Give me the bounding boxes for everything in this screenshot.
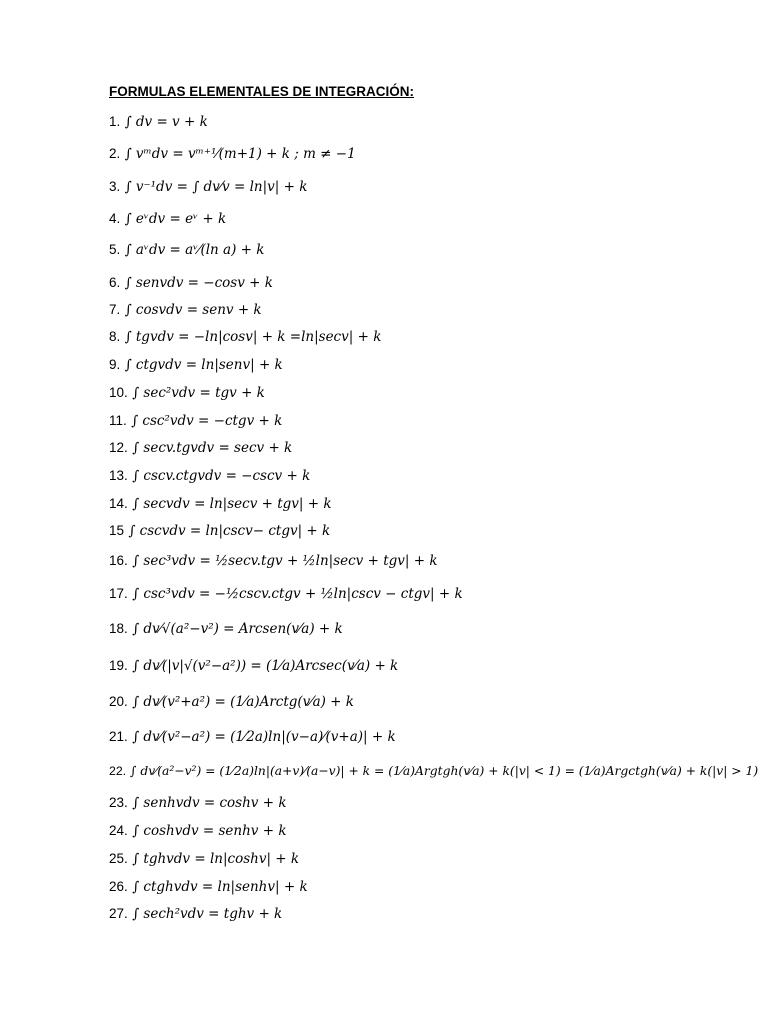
formula-number: 20. bbox=[109, 694, 128, 709]
formula-expression: ∫ sec²vdv = tgv + k bbox=[132, 385, 265, 401]
formula-11 bbox=[109, 414, 282, 429]
formula-9 bbox=[109, 358, 283, 373]
formula-expression: ∫ coshvdv = senhv + k bbox=[132, 823, 287, 839]
formula-expression: ∫ cosvdv = senv + k bbox=[124, 302, 262, 318]
formula-number: 5. bbox=[109, 242, 121, 257]
formula-18 bbox=[109, 622, 343, 637]
formula-27 bbox=[109, 907, 282, 922]
formula-number: 21. bbox=[109, 729, 128, 744]
formula-number: 7. bbox=[109, 302, 121, 317]
formula-24 bbox=[109, 824, 287, 839]
formula-20 bbox=[109, 695, 354, 710]
formula-expression: ∫ senhvdv = coshv + k bbox=[132, 795, 287, 811]
formula-expression: ∫ tgvdv = −ln|cosv| + k =ln|secv| + k bbox=[124, 329, 382, 345]
formula-expression: ∫ dv = v + k bbox=[124, 114, 208, 130]
formula-number: 24. bbox=[109, 823, 128, 838]
formula-expression: ∫ v⁻¹dv = ∫ dv⁄v = ln|v| + k bbox=[124, 179, 308, 195]
formula-number: 6. bbox=[109, 275, 121, 290]
formula-expression: ∫ cscvdv = ln|cscv− ctgv| + k bbox=[128, 523, 331, 539]
formula-expression: ∫ cscv.ctgvdv = −cscv + k bbox=[132, 468, 311, 484]
formula-expression: ∫ tghvdv = ln|coshv| + k bbox=[132, 851, 300, 867]
formula-number: 25. bbox=[109, 851, 128, 866]
formula-number: 13. bbox=[109, 468, 128, 483]
formula-23 bbox=[109, 796, 287, 811]
formula-number: 10. bbox=[109, 385, 128, 400]
formula-10 bbox=[109, 386, 265, 401]
formula-number: 1. bbox=[109, 114, 121, 129]
page-title: FORMULAS ELEMENTALES DE INTEGRACIÓN: bbox=[109, 84, 414, 99]
formula-expression: ∫ vᵐdv = vᵐ⁺¹⁄(m+1) + k ; m ≠ −1 bbox=[124, 146, 356, 162]
formula-expression: ∫ sec³vdv = ½secv.tgv + ½ln|secv + tgv| + k bbox=[132, 553, 438, 569]
formula-number: 17. bbox=[109, 586, 128, 601]
formula-19 bbox=[109, 659, 398, 674]
formula-8 bbox=[109, 330, 381, 345]
formula-expression: ∫ eᵛdv = eᵛ + k bbox=[124, 211, 227, 227]
formula-13 bbox=[109, 469, 310, 484]
formula-expression: ∫ dv⁄√(a²−v²) = Arcsen(v⁄a) + k bbox=[132, 621, 343, 637]
formula-number: 8. bbox=[109, 329, 121, 344]
formula-expression: ∫ aᵛdv = aᵛ⁄(ln a) + k bbox=[124, 242, 265, 258]
formula-expression: ∫ csc³vdv = −½cscv.ctgv + ½ln|cscv − ctgv| + k bbox=[132, 586, 463, 602]
formula-number: 15 bbox=[109, 523, 125, 538]
formula-14 bbox=[109, 497, 332, 512]
formula-number: 14. bbox=[109, 496, 128, 511]
formula-expression: ∫ ctgvdv = ln|senv| + k bbox=[124, 357, 283, 373]
formula-17 bbox=[109, 587, 463, 602]
formula-number: 12. bbox=[109, 440, 128, 455]
formula-3 bbox=[109, 180, 307, 195]
formula-4 bbox=[109, 212, 226, 227]
formula-number: 16. bbox=[109, 553, 128, 568]
formula-number: 22. bbox=[109, 764, 127, 778]
formula-7 bbox=[109, 303, 262, 318]
formula-expression: ∫ dv⁄(v²−a²) = (1⁄2a)ln|(v−a)⁄(v+a)| + k bbox=[132, 729, 396, 745]
formula-6 bbox=[109, 276, 273, 291]
formula-22 bbox=[109, 765, 758, 777]
formula-expression: ∫ senvdv = −cosv + k bbox=[124, 275, 273, 291]
formula-21 bbox=[109, 730, 396, 745]
formula-number: 27. bbox=[109, 906, 128, 921]
formula-expression: ∫ dv⁄(a²−v²) = (1⁄2a)ln|(a+v)⁄(a−v)| + k = (1⁄a)Argtgh(v⁄a) + k(|v| < 1) = (1⁄a)Argctgh(v⁄a) + k(|v| > 1) bbox=[130, 764, 759, 778]
formula-16 bbox=[109, 554, 438, 569]
formula-1 bbox=[109, 115, 208, 130]
formula-number: 2. bbox=[109, 146, 121, 161]
formula-expression: ∫ secvdv = ln|secv + tgv| + k bbox=[132, 496, 332, 512]
formula-number: 18. bbox=[109, 621, 128, 636]
formula-number: 23. bbox=[109, 795, 128, 810]
formula-15 bbox=[109, 524, 330, 539]
formula-expression: ∫ sech²vdv = tghv + k bbox=[132, 906, 283, 922]
formula-number: 4. bbox=[109, 211, 121, 226]
formula-26 bbox=[109, 880, 308, 895]
formula-number: 11. bbox=[109, 413, 127, 428]
formula-number: 26. bbox=[109, 879, 128, 894]
formula-expression: ∫ csc²vdv = −ctgv + k bbox=[131, 413, 283, 429]
formula-expression: ∫ ctghvdv = ln|senhv| + k bbox=[132, 879, 308, 895]
formula-number: 9. bbox=[109, 357, 121, 372]
formula-number: 3. bbox=[109, 179, 121, 194]
formula-25 bbox=[109, 852, 299, 867]
formula-12 bbox=[109, 441, 292, 456]
formula-number: 19. bbox=[109, 658, 128, 673]
formula-expression: ∫ dv⁄(v²+a²) = (1⁄a)Arctg(v⁄a) + k bbox=[132, 694, 354, 710]
formula-5 bbox=[109, 243, 264, 258]
formula-expression: ∫ dv⁄(|v|√(v²−a²)) = (1⁄a)Arcsec(v⁄a) + k bbox=[132, 658, 399, 674]
formula-2 bbox=[109, 147, 356, 162]
formula-expression: ∫ secv.tgvdv = secv + k bbox=[132, 440, 293, 456]
